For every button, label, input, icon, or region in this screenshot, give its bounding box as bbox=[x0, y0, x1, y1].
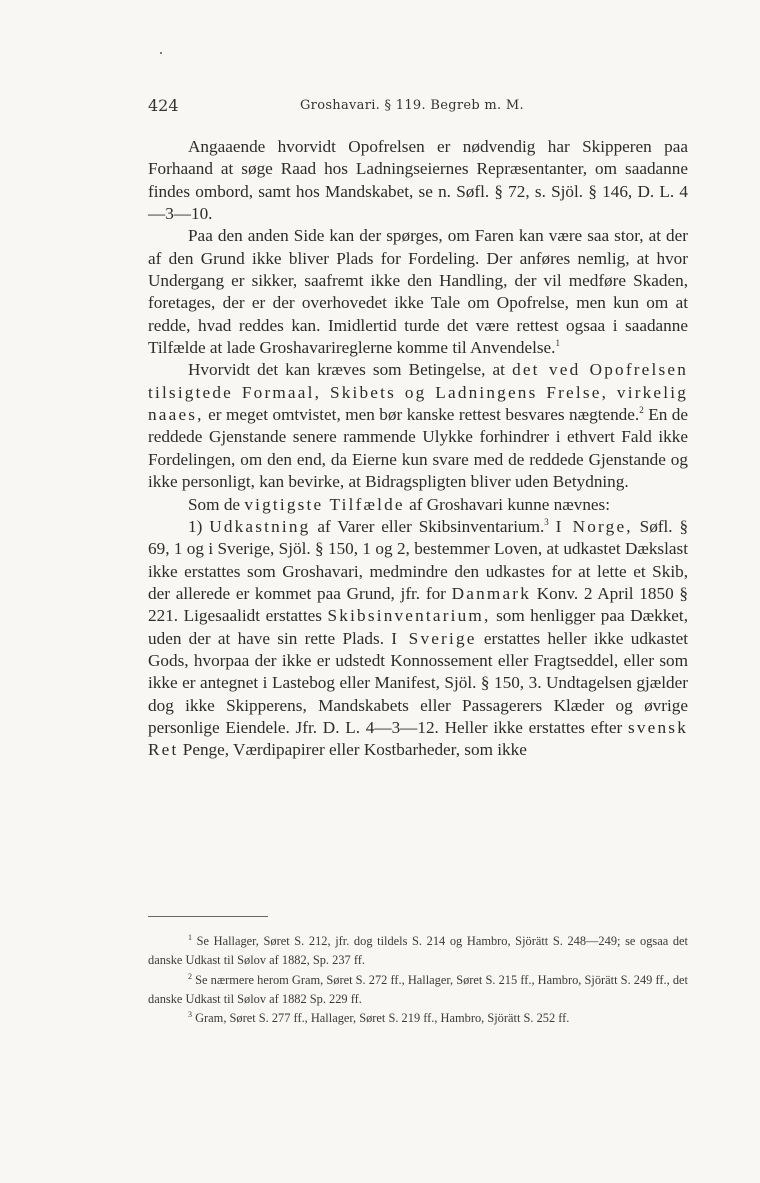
paragraph-4 bbox=[148, 494, 688, 516]
footnote-mark-1: 1 bbox=[188, 933, 192, 942]
body-text bbox=[148, 136, 688, 762]
page-header bbox=[148, 96, 688, 118]
page-number: 424 bbox=[148, 96, 179, 115]
paragraph-5-post: Søfl. § 69, 1 og i Sverige, Sjöl. § 150, 1 og 2, bestemmer Loven, at udkastet Dækslast ikke erstattes som Groshavari, medmindre den udkastes for at lette et Skib, der allerede er kommet paa Grund, jfr. for bbox=[148, 516, 689, 603]
paragraph-3-spaced: det ved Opofrelsen tilsigtede Formaal, Skibets og Ladningens Frelse, virkelig naaes, bbox=[148, 360, 689, 425]
paragraph-1-text: Angaaende hvorvidt Opofrelsen er nødvendig har Skipperen paa Forhaand at søge Raad hos Ladningseiernes Repræsentanter, om saadanne findes ombord, samt hos Mandskabet, se n. Søfl. § 72, s. Sjöl. § 146, D. L. 4—3—10. bbox=[148, 137, 688, 224]
footnote-divider bbox=[148, 916, 268, 917]
footnote-3 bbox=[148, 1009, 688, 1028]
print-speck bbox=[160, 52, 162, 54]
paragraph-5 bbox=[148, 516, 688, 762]
footnotes bbox=[148, 932, 688, 1028]
list-number: 1) bbox=[188, 516, 203, 536]
paragraph-5-mid: af Varer eller Skibsinventarium. bbox=[317, 516, 545, 536]
footnote-text-2: Se nærmere herom Gram, Søret S. 272 ff., Hallager, Søret S. 215 ff., Hambro, Sjörätt S. 249 ff., det danske Udkast til Sølov af 1882 Sp. 229 ff. bbox=[148, 972, 688, 1006]
footnote-mark-3: 3 bbox=[188, 1010, 192, 1020]
paragraph-2-text: Paa den anden Side kan der spørges, om Faren kan være saa stor, at der af den Grund ikke bliver Plads for Fordeling. Der anføres nemlig, at hvor Undergang er sikker, saafremt ikke den Handling, der vil medføre Skaden, foretages, der er der overhovedet ikke Tale om Opofrelse, men kun om at redde, hvad reddes kan. Imidlertid turde det være rettest ogsaa i saadanne Tilfælde at lade Groshavarireglerne komme til Anvendelse. bbox=[148, 226, 688, 358]
footnote-ref-1: 1 bbox=[555, 338, 560, 349]
paragraph-5-post3: som henligger paa Dækket, uden der at have sin rette Plads. bbox=[148, 606, 688, 648]
paragraph-5-spaced-sverige: I Sverige bbox=[391, 628, 477, 648]
running-title: Groshavari. § 119. Begreb m. M. bbox=[300, 98, 524, 113]
paragraph-4-spaced: vigtigste Tilfælde bbox=[244, 494, 405, 514]
paragraph-3-pre: Hvorvidt det kan kræves som Betingelse, at bbox=[188, 360, 505, 380]
paragraph-4-post: af Groshavari kunne nævnes: bbox=[409, 494, 611, 514]
paragraph-5-spaced-svensk-ret: svensk Ret bbox=[148, 717, 688, 760]
footnote-1 bbox=[148, 932, 688, 971]
footnote-ref-2: 2 bbox=[639, 405, 644, 416]
paragraph-3-post: En de reddede Gjenstande senere rammende Ulykke forhindrer i ethvert Fald ikke Fordelingen, om den end, da Eierne kun svare med de reddede Gjenstande og ikke personligt, kan bevirke, at Bidragspligten bliver uden Betydning. bbox=[148, 405, 689, 492]
paragraph-5-spaced-norge: I Norge, bbox=[555, 516, 633, 536]
paragraph-3-mid: er meget omtvistet, men bør kanske rettest besvares nægtende. bbox=[208, 405, 640, 425]
paragraph-5-post4: erstattes heller ikke udkastet Gods, hvorpaa der ikke er udstedt Konnossement eller Fragtseddel, eller som ikke er antegnet i Lastebog eller Manifest, Sjöl. § 150, 3. Undtagelsen gjælder dog ikke Skipperens, Mandskabets eller Passagerers Klæder og øvrige personlige Eiendele. Jfr. D. L. 4—3—12. Heller ikke erstattes efter bbox=[148, 628, 689, 737]
footnote-ref-3: 3 bbox=[544, 516, 549, 527]
paragraph-1 bbox=[148, 136, 688, 225]
paragraph-4-pre: Som de bbox=[188, 494, 241, 514]
paragraph-5-post2: Konv. 2 April 1850 § 221. Ligesaalidt erstattes bbox=[148, 583, 689, 626]
paragraph-5-spaced-danmark: Danmark bbox=[451, 583, 532, 603]
paragraph-3 bbox=[148, 359, 688, 493]
paragraph-5-spaced: Udkastning bbox=[209, 516, 311, 536]
paragraph-5-spaced-skibsinventarium: Skibsinventarium, bbox=[327, 606, 491, 626]
footnote-text-3: Gram, Søret S. 277 ff., Hallager, Søret S. 219 ff., Hambro, Sjörätt S. 252 ff. bbox=[195, 1011, 570, 1026]
paragraph-2 bbox=[148, 225, 688, 359]
footnote-mark-2: 2 bbox=[188, 971, 192, 981]
paragraph-5-post5: Penge, Værdipapirer eller Kostbarheder, som ikke bbox=[182, 740, 527, 760]
footnote-text-1: Se Hallager, Søret S. 212, jfr. dog tildels S. 214 og Hambro, Sjörätt S. 248—249; se ogsaa det danske Udkast til Sølov af 1882, Sp. 237 ff. bbox=[148, 934, 688, 968]
footnote-2 bbox=[148, 971, 688, 1010]
